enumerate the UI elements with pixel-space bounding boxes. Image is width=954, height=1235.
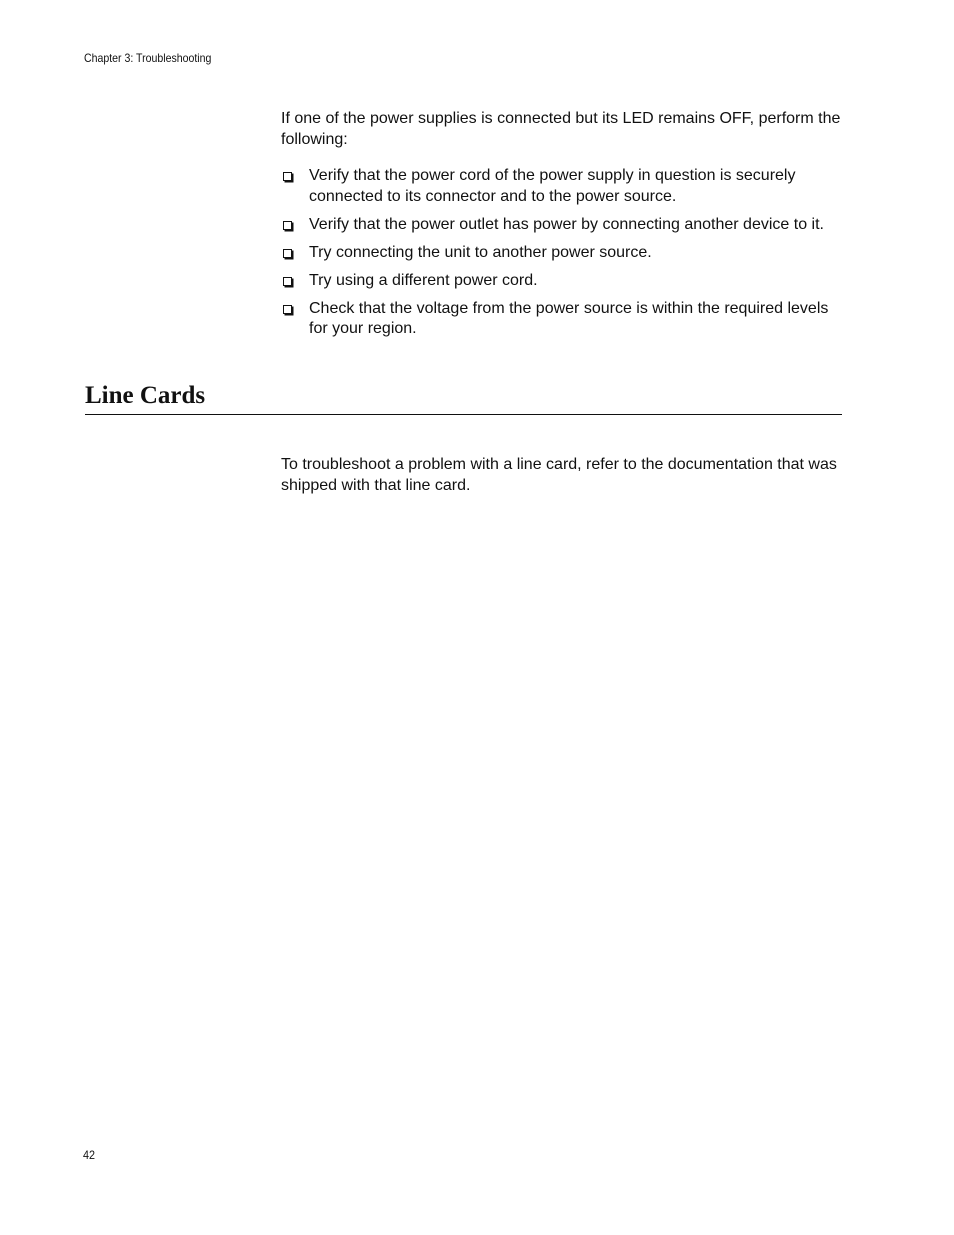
list-item: [281, 215, 846, 236]
section-divider: [85, 414, 842, 415]
hollow-square-bullet-icon: [283, 172, 292, 181]
list-item-text: Try using a different power cord.: [309, 271, 538, 289]
hollow-square-bullet-icon: [283, 221, 292, 230]
section-heading-line-cards: Line Cards: [85, 382, 206, 409]
list-item: [281, 271, 846, 292]
list-item-text: Check that the voltage from the power source is within the required levels for your region.: [309, 299, 829, 337]
line-cards-text: To troubleshoot a problem with a line card, refer to the documentation that was shipped with that line card.: [281, 456, 837, 494]
hollow-square-bullet-icon: [283, 249, 292, 258]
list-item: [281, 243, 846, 264]
power-supply-checklist: [281, 166, 846, 347]
list-item-text: Verify that the power outlet has power by connecting another device to it.: [309, 215, 824, 233]
power-supply-intro: If one of the power supplies is connected but its LED remains OFF, perform the following:: [281, 110, 841, 148]
hollow-square-bullet-icon: [283, 305, 292, 314]
list-item: [281, 166, 846, 207]
list-item: [281, 299, 846, 340]
list-item-text: Try connecting the unit to another power source.: [309, 243, 652, 261]
list-item-text: Verify that the power cord of the power supply in question is securely connected to its connector and to the power source.: [309, 167, 796, 205]
running-header: Chapter 3: Troubleshooting: [84, 51, 212, 65]
page-number: 42: [83, 1148, 96, 1162]
hollow-square-bullet-icon: [283, 277, 292, 286]
